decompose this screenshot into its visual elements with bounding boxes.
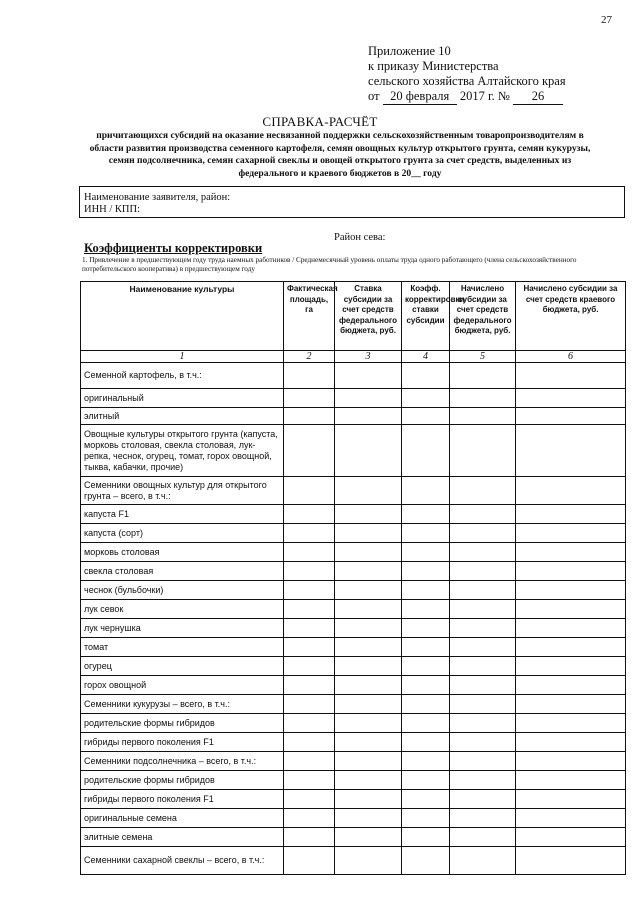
- value-cell[interactable]: [450, 425, 516, 477]
- value-cell[interactable]: [335, 733, 402, 752]
- crop-name-cell: оригинальный: [81, 389, 284, 408]
- value-cell[interactable]: [516, 619, 626, 638]
- header-correction-coef: Коэфф. корректировки ставки субсидии: [402, 282, 450, 351]
- value-cell[interactable]: [284, 408, 335, 425]
- value-cell[interactable]: [450, 477, 516, 505]
- crop-name-cell: Семенники сахарной свеклы – всего, в т.ч.:: [81, 847, 284, 875]
- header-crop-name: Наименование культуры: [81, 282, 284, 351]
- table-row: [81, 562, 626, 581]
- value-cell[interactable]: [450, 524, 516, 543]
- applicant-inn-label: ИНН / КПП:: [84, 204, 141, 215]
- value-cell[interactable]: [516, 790, 626, 809]
- crop-name-cell: Овощные культуры открытого грунта (капуста, морковь столовая, свекла столовая, лук-репка, чеснок, огурец, томат, горох овощной, тыква, кабачки, прочие): [81, 425, 284, 477]
- crop-name-cell: капуста F1: [81, 505, 284, 524]
- value-cell[interactable]: [516, 408, 626, 425]
- value-cell[interactable]: [335, 543, 402, 562]
- crop-name-cell: морковь столовая: [81, 543, 284, 562]
- crop-name-cell: капуста (сорт): [81, 524, 284, 543]
- header-actual-area: Фактическая площадь, га: [284, 282, 335, 351]
- value-cell[interactable]: [284, 505, 335, 524]
- crop-name-cell: лук чернушка: [81, 619, 284, 638]
- value-cell[interactable]: [335, 505, 402, 524]
- value-cell[interactable]: [402, 638, 450, 657]
- page-number: 27: [601, 14, 612, 26]
- value-cell[interactable]: [450, 543, 516, 562]
- table-row: [81, 828, 626, 847]
- value-cell[interactable]: [450, 505, 516, 524]
- value-cell[interactable]: [516, 676, 626, 695]
- value-cell[interactable]: [284, 524, 335, 543]
- value-cell[interactable]: [516, 809, 626, 828]
- value-cell[interactable]: [516, 524, 626, 543]
- value-cell[interactable]: [516, 425, 626, 477]
- column-number: 3: [335, 351, 402, 363]
- value-cell[interactable]: [284, 676, 335, 695]
- table-row: [81, 389, 626, 408]
- table-column-numbers: [81, 351, 626, 363]
- value-cell[interactable]: [402, 733, 450, 752]
- document-title: СПРАВКА-РАСЧЁТ: [262, 114, 378, 129]
- value-cell[interactable]: [402, 676, 450, 695]
- subsidy-table: [80, 281, 626, 875]
- header-federal-accrued: Начислено субсидии за счет средств федерального бюджета, руб.: [450, 282, 516, 351]
- value-cell[interactable]: [450, 600, 516, 619]
- value-cell[interactable]: [450, 363, 516, 389]
- crop-name-cell: Семенники кукурузы – всего, в т.ч.:: [81, 695, 284, 714]
- crop-name-cell: лук севок: [81, 600, 284, 619]
- coefficients-note: 1. Привлечение в предшествующем году труда наемных работников / Среднемесячный уровень оплаты труда одного работающего (члена сельскохозяйственного потребительского кооператива) в предшествующем году: [82, 256, 577, 273]
- value-cell[interactable]: [402, 581, 450, 600]
- value-cell[interactable]: [335, 695, 402, 714]
- value-cell[interactable]: [450, 638, 516, 657]
- applicant-box: [79, 186, 625, 218]
- value-cell[interactable]: [284, 543, 335, 562]
- value-cell[interactable]: [284, 790, 335, 809]
- value-cell[interactable]: [516, 505, 626, 524]
- value-cell[interactable]: [450, 790, 516, 809]
- crop-name-cell: свекла столовая: [81, 562, 284, 581]
- crop-name-cell: элитные семена: [81, 828, 284, 847]
- appendix-block: [368, 44, 566, 105]
- value-cell[interactable]: [335, 847, 402, 875]
- value-cell[interactable]: [335, 790, 402, 809]
- value-cell[interactable]: [450, 828, 516, 847]
- coefficients-heading: Коэффициенты корректировки: [84, 241, 263, 255]
- value-cell[interactable]: [516, 543, 626, 562]
- value-cell[interactable]: [284, 638, 335, 657]
- crop-name-cell: томат: [81, 638, 284, 657]
- value-cell[interactable]: [284, 695, 335, 714]
- table-row: [81, 363, 626, 389]
- value-cell[interactable]: [450, 389, 516, 408]
- value-cell[interactable]: [516, 828, 626, 847]
- header-regional-accrued: Начислено субсидии за счет средств краевого бюджета, руб.: [516, 282, 626, 351]
- value-cell[interactable]: [450, 809, 516, 828]
- appendix-from: от: [368, 89, 380, 103]
- column-number: 1: [81, 351, 284, 363]
- value-cell[interactable]: [284, 752, 335, 771]
- crop-name-cell: огурец: [81, 657, 284, 676]
- table-row: [81, 752, 626, 771]
- column-number: 4: [402, 351, 450, 363]
- value-cell[interactable]: [335, 714, 402, 733]
- crop-name-cell: оригинальные семена: [81, 809, 284, 828]
- value-cell[interactable]: [335, 771, 402, 790]
- value-cell[interactable]: [450, 733, 516, 752]
- crop-name-cell: Семенной картофель, в т.ч.:: [81, 363, 284, 389]
- value-cell[interactable]: [402, 752, 450, 771]
- value-cell[interactable]: [516, 752, 626, 771]
- value-cell[interactable]: [402, 524, 450, 543]
- appendix-number: 26: [513, 89, 563, 105]
- value-cell[interactable]: [284, 477, 335, 505]
- value-cell[interactable]: [402, 828, 450, 847]
- appendix-order-line: [368, 89, 566, 105]
- value-cell[interactable]: [335, 524, 402, 543]
- header-federal-rate: Ставка субсидии за счет средств федерального бюджета, руб.: [335, 282, 402, 351]
- value-cell[interactable]: [450, 657, 516, 676]
- value-cell[interactable]: [516, 600, 626, 619]
- value-cell[interactable]: [516, 695, 626, 714]
- value-cell[interactable]: [284, 562, 335, 581]
- table-row: [81, 524, 626, 543]
- column-number: 6: [516, 351, 626, 363]
- value-cell[interactable]: [335, 600, 402, 619]
- value-cell[interactable]: [450, 752, 516, 771]
- table-row: [81, 657, 626, 676]
- appendix-date: 20 февраля: [383, 89, 457, 105]
- value-cell[interactable]: [516, 638, 626, 657]
- value-cell[interactable]: [284, 733, 335, 752]
- value-cell[interactable]: [402, 425, 450, 477]
- value-cell[interactable]: [335, 408, 402, 425]
- value-cell[interactable]: [516, 581, 626, 600]
- value-cell[interactable]: [402, 657, 450, 676]
- value-cell[interactable]: [402, 505, 450, 524]
- table-row: [81, 619, 626, 638]
- value-cell[interactable]: [335, 828, 402, 847]
- value-cell[interactable]: [516, 847, 626, 875]
- value-cell[interactable]: [450, 771, 516, 790]
- table-row: [81, 600, 626, 619]
- value-cell[interactable]: [450, 619, 516, 638]
- value-cell[interactable]: [450, 581, 516, 600]
- value-cell[interactable]: [516, 714, 626, 733]
- value-cell[interactable]: [335, 562, 402, 581]
- value-cell[interactable]: [335, 363, 402, 389]
- value-cell[interactable]: [335, 809, 402, 828]
- table-row: [81, 408, 626, 425]
- value-cell[interactable]: [284, 714, 335, 733]
- value-cell[interactable]: [450, 695, 516, 714]
- value-cell[interactable]: [450, 847, 516, 875]
- value-cell[interactable]: [450, 408, 516, 425]
- table-row: [81, 847, 626, 875]
- crop-name-cell: Семенники овощных культур для открытого грунта – всего, в т.ч.:: [81, 477, 284, 505]
- table-row: [81, 695, 626, 714]
- appendix-year: 2017 г. №: [459, 89, 510, 103]
- value-cell[interactable]: [402, 600, 450, 619]
- crop-name-cell: Семенники подсолнечника – всего, в т.ч.:: [81, 752, 284, 771]
- table-row: [81, 638, 626, 657]
- appendix-line-3: сельского хозяйства Алтайского края: [368, 74, 566, 88]
- crop-name-cell: горох овощной: [81, 676, 284, 695]
- value-cell[interactable]: [284, 657, 335, 676]
- table-row: [81, 505, 626, 524]
- document-subtitle: причитающихся субсидий на оказание несвязанной поддержки сельскохозяйственным товаропроизводителям в области развития производства семенного картофеля, семян овощных культур открытого грунта, семян кукурузы, семян подсолнечника, семян сахарной свеклы и овощей открытого грунта за счет средств, выделенных из федерального и краевого бюджетов в 20__ году: [89, 130, 591, 179]
- value-cell[interactable]: [402, 790, 450, 809]
- value-cell[interactable]: [402, 408, 450, 425]
- value-cell[interactable]: [335, 581, 402, 600]
- table-row: [81, 790, 626, 809]
- table-row: [81, 477, 626, 505]
- table-row: [81, 676, 626, 695]
- column-number: 5: [450, 351, 516, 363]
- value-cell[interactable]: [402, 771, 450, 790]
- value-cell[interactable]: [284, 389, 335, 408]
- value-cell[interactable]: [516, 657, 626, 676]
- table-row: [81, 714, 626, 733]
- value-cell[interactable]: [284, 809, 335, 828]
- value-cell[interactable]: [516, 477, 626, 505]
- value-cell[interactable]: [284, 425, 335, 477]
- table-row: [81, 543, 626, 562]
- value-cell[interactable]: [402, 619, 450, 638]
- appendix-line-1: Приложение 10: [368, 44, 451, 58]
- table-row: [81, 581, 626, 600]
- value-cell[interactable]: [335, 425, 402, 477]
- crop-name-cell: родительские формы гибридов: [81, 714, 284, 733]
- column-number: 2: [284, 351, 335, 363]
- value-cell[interactable]: [450, 714, 516, 733]
- value-cell[interactable]: [516, 771, 626, 790]
- applicant-name-label: Наименование заявителя, район:: [84, 192, 231, 203]
- value-cell[interactable]: [335, 619, 402, 638]
- crop-name-cell: родительские формы гибридов: [81, 771, 284, 790]
- value-cell[interactable]: [335, 477, 402, 505]
- value-cell[interactable]: [335, 752, 402, 771]
- value-cell[interactable]: [284, 581, 335, 600]
- value-cell[interactable]: [335, 676, 402, 695]
- value-cell[interactable]: [284, 619, 335, 638]
- value-cell[interactable]: [284, 363, 335, 389]
- value-cell[interactable]: [284, 828, 335, 847]
- crop-name-cell: элитный: [81, 408, 284, 425]
- value-cell[interactable]: [402, 714, 450, 733]
- value-cell[interactable]: [402, 477, 450, 505]
- value-cell[interactable]: [402, 562, 450, 581]
- value-cell[interactable]: [284, 600, 335, 619]
- value-cell[interactable]: [516, 389, 626, 408]
- value-cell[interactable]: [402, 363, 450, 389]
- table-row: [81, 771, 626, 790]
- table-header-row: [81, 282, 626, 351]
- value-cell[interactable]: [402, 809, 450, 828]
- sowing-region-label: Район сева:: [334, 232, 386, 243]
- value-cell[interactable]: [284, 847, 335, 875]
- crop-name-cell: гибриды первого поколения F1: [81, 733, 284, 752]
- value-cell[interactable]: [402, 847, 450, 875]
- table-row: [81, 733, 626, 752]
- crop-name-cell: гибриды первого поколения F1: [81, 790, 284, 809]
- value-cell[interactable]: [516, 363, 626, 389]
- value-cell[interactable]: [450, 562, 516, 581]
- value-cell[interactable]: [402, 695, 450, 714]
- value-cell[interactable]: [335, 638, 402, 657]
- value-cell[interactable]: [402, 389, 450, 408]
- table-body: [81, 363, 626, 875]
- value-cell[interactable]: [284, 771, 335, 790]
- value-cell[interactable]: [335, 389, 402, 408]
- table-row: [81, 809, 626, 828]
- appendix-line-2: к приказу Министерства: [368, 59, 499, 73]
- value-cell[interactable]: [516, 733, 626, 752]
- value-cell[interactable]: [450, 676, 516, 695]
- value-cell[interactable]: [402, 543, 450, 562]
- table-row: [81, 425, 626, 477]
- crop-name-cell: чеснок (бульбочки): [81, 581, 284, 600]
- value-cell[interactable]: [516, 562, 626, 581]
- value-cell[interactable]: [335, 657, 402, 676]
